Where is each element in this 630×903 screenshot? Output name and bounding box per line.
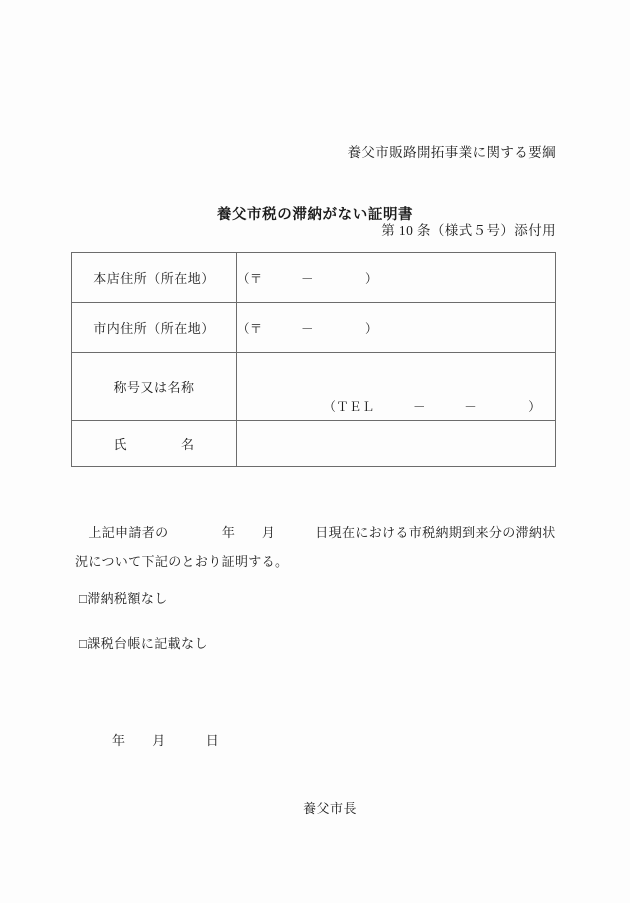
certification-statement: 上記申請者の 年 月 日現在における市税納期到来分の滞納状況について下記のとおり証明する。 — [75, 525, 556, 569]
row-value-personal-name[interactable] — [237, 421, 556, 467]
header-line-article: 第 10 条（様式５号）添付用 — [381, 223, 556, 238]
page-title: 養父市税の滞納がない証明書 — [216, 207, 414, 223]
checkbox-not-on-tax-ledger[interactable]: □課税台帳に記載なし — [79, 636, 208, 651]
row-label-city-address: 市内住所（所在地） — [72, 303, 237, 353]
table-row — [72, 253, 556, 303]
table-row — [72, 353, 556, 421]
postal-code-placeholder: （〒 － ） — [237, 271, 378, 286]
table-row — [72, 421, 556, 467]
row-value-head-office-address[interactable] — [237, 253, 556, 303]
postal-code-placeholder: （〒 － ） — [237, 321, 378, 336]
row-value-company-name[interactable] — [237, 353, 556, 421]
applicant-info-table — [71, 252, 556, 467]
row-label-head-office-address: 本店住所（所在地） — [72, 253, 237, 303]
issue-date-line[interactable]: 年 月 日 — [112, 733, 220, 748]
table-row — [72, 303, 556, 353]
telephone-placeholder: （ＴＥＬ － － ） — [323, 400, 541, 414]
checkbox-options — [79, 588, 479, 678]
row-label-personal-name: 氏 名 — [72, 421, 237, 467]
row-value-city-address[interactable] — [237, 303, 556, 353]
issuer-signature: 養父市長 — [302, 801, 357, 816]
header-line-ordinance: 養父市販路開拓事業に関する要綱 — [347, 145, 556, 160]
row-label-company-name: 称号又は名称 — [72, 353, 237, 421]
checkbox-no-delinquent-tax[interactable]: □滞納税額なし — [79, 591, 168, 606]
